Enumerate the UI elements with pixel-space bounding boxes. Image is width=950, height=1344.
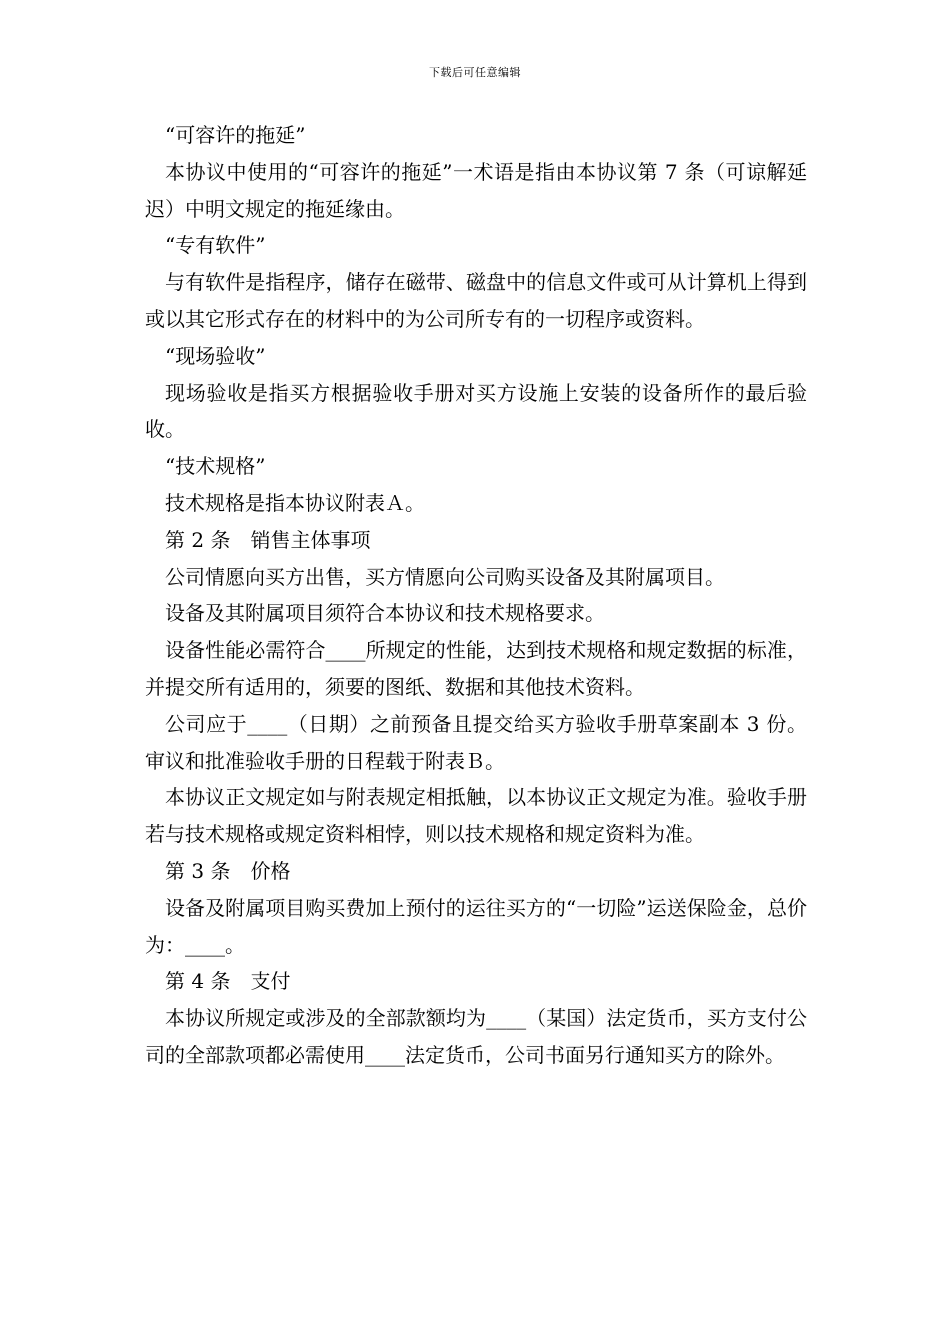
term-heading-technical-specs: “技术规格” (165, 454, 266, 479)
term-heading-allowable-delay: “可容许的拖延” (165, 123, 306, 147)
term-heading-proprietary-software: “专有软件” (165, 233, 266, 258)
article-heading-3: 第 3 条 价格 (165, 858, 291, 883)
article-heading-4: 第 4 条 支付 (165, 969, 291, 994)
paragraph: 设备性能必需符合____所规定的性能，达到技术规格和规定数据的标准，并提交所有适用的，须要的图纸、数据和其他技术资料。 (145, 638, 807, 699)
document-body (145, 117, 807, 1074)
paragraph: 本协议中使用的“可容许的拖延”一术语是指由本协议第 7 条（可谅解延迟）中明文规定的拖延缘由。 (145, 159, 807, 221)
paragraph: 与有软件是指程序，储存在磁带、磁盘中的信息文件或可从计算机上得到或以其它形式存在的材料中的为公司所专有的一切程序或资料。 (145, 270, 807, 331)
paragraph: 设备及附属项目购买费加上预付的运往买方的“一切险”运送保险金，总价为：____。 (145, 895, 807, 957)
paragraph: 本协议所规定或涉及的全部款额均为____（某国）法定货币，买方支付公司的全部款项都必需使用____法定货币，公司书面另行通知买方的除外。 (145, 1006, 807, 1067)
page-header: 下载后可任意编辑 (429, 66, 521, 79)
paragraph: 本协议正文规定如与附表规定相抵触，以本协议正文规定为准。验收手册若与技术规格或规定资料相悖，则以技术规格和规定资料为准。 (145, 785, 807, 847)
paragraph: 公司情愿向买方出售，买方情愿向公司购买设备及其附属项目。 (165, 564, 725, 589)
paragraph: 设备及其附属项目须符合本协议和技术规格要求。 (165, 601, 605, 626)
paragraph: 公司应于____（日期）之前预备且提交给买方验收手册草案副本 3 份。审议和批准验收手册的日程载于附表Ｂ。 (145, 711, 807, 773)
term-heading-site-acceptance: “现场验收” (165, 343, 266, 368)
paragraph: 技术规格是指本协议附表Ａ。 (165, 490, 425, 515)
article-heading-2: 第 2 条 销售主体事项 (165, 527, 371, 552)
paragraph: 现场验收是指买方根据验收手册对买方设施上安装的设备所作的最后验收。 (145, 380, 807, 442)
